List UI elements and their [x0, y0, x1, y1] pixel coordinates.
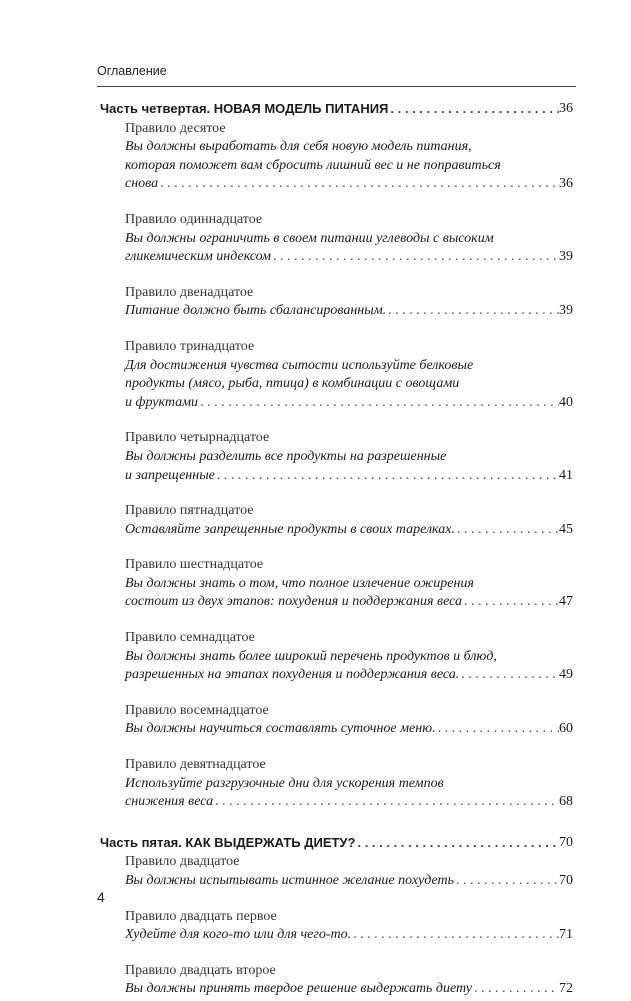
toc-entry[interactable] — [125, 962, 573, 999]
rule-page: 68 — [559, 794, 573, 810]
rule-label: Правило восемнадцатое — [125, 702, 269, 718]
rule-text-last-line — [125, 248, 573, 267]
rule-text-last-line — [125, 720, 573, 739]
rule-label: Правило четырнадцатое — [125, 430, 270, 446]
rule-text-last-line — [125, 980, 573, 999]
running-header: Оглавление — [97, 64, 167, 78]
rule-text-last-line — [125, 666, 573, 685]
toc-part-heading[interactable] — [100, 100, 573, 119]
toc-entry[interactable] — [125, 756, 573, 812]
dot-leader — [436, 720, 559, 739]
toc-entry[interactable] — [125, 702, 573, 739]
dot-leader — [215, 467, 559, 486]
toc-entry[interactable] — [125, 629, 573, 685]
rule-label: Правило двенадцатое — [125, 284, 254, 300]
toc-entry[interactable] — [125, 338, 573, 412]
rule-label: Правило десятое — [125, 120, 226, 136]
dot-leader — [158, 175, 559, 194]
rule-label: Правило шестнадцатое — [125, 557, 264, 573]
rule-page: 47 — [559, 594, 573, 610]
part-title: Часть четвертая. НОВАЯ МОДЕЛЬ ПИТАНИЯ — [100, 101, 389, 116]
rule-label: Правило тринадцатое — [125, 338, 255, 354]
dot-leader — [213, 793, 559, 812]
rule-page: 36 — [559, 176, 573, 192]
dot-leader — [459, 666, 559, 685]
toc-entry[interactable] — [125, 853, 573, 890]
rule-page: 49 — [559, 667, 573, 683]
rule-text-last-line — [125, 926, 573, 945]
rule-text: состоит из двух этапов: похудения и поддержания веса — [125, 594, 462, 610]
dot-leader — [198, 394, 559, 413]
rule-text: Вы должны научиться составлять суточное меню. — [125, 721, 436, 737]
rule-text: разрешенных на этапах похудения и поддержания веса. — [125, 667, 460, 683]
rule-page: 70 — [559, 873, 573, 888]
rule-text-line: продукты (мясо, рыба, птица) в комбинации с овощами — [125, 376, 460, 392]
dot-leader — [355, 834, 559, 853]
dot-leader — [351, 926, 559, 945]
rule-text-line: Используйте разгрузочные дни для ускорения темпов — [125, 775, 444, 791]
dot-leader — [472, 980, 559, 999]
rule-text: Вы должны испытывать истинное желание похудеть — [125, 873, 455, 888]
rule-text: Вы должны принять твердое решение выдержать диету — [125, 981, 473, 997]
rule-page: 71 — [559, 927, 573, 943]
rule-page: 72 — [559, 981, 573, 997]
toc-entry[interactable] — [125, 908, 573, 945]
rule-label: Правило двадцатое — [125, 854, 240, 870]
dot-leader — [454, 872, 559, 891]
rule-text: снижения веса — [125, 794, 214, 810]
rule-page: 39 — [559, 249, 573, 265]
rule-text-line: Вы должны разделить все продукты на разрешенные — [125, 448, 447, 464]
rule-text-last-line — [125, 521, 573, 540]
page-number: 4 — [97, 889, 105, 905]
dot-leader — [388, 100, 559, 119]
rule-label: Правило двадцать второе — [125, 962, 276, 978]
rule-text: Оставляйте запрещенные продукты в своих тарелках. — [125, 521, 455, 537]
rule-text: Худейте для кого-то или для чего-то. — [125, 927, 352, 943]
toc-entry[interactable] — [125, 502, 573, 539]
rule-text-line: Вы должны выработать для себя новую модель питания, — [125, 139, 472, 155]
rule-text-line: Вы должны знать более широкий перечень продуктов и блюд, — [125, 648, 497, 664]
rule-text-last-line — [125, 302, 573, 321]
toc-entry[interactable] — [125, 284, 573, 321]
part-page: 70 — [559, 834, 573, 850]
rule-label: Правило девятнадцатое — [125, 757, 266, 773]
rule-label: Правило семнадцатое — [125, 630, 255, 646]
part-page: 36 — [559, 101, 573, 116]
rule-text: и запрещенные — [125, 467, 215, 483]
dot-leader — [271, 248, 559, 267]
rule-text-line: Вы должны ограничить в своем питании углеводы с высоким — [125, 230, 494, 246]
rule-text-line: Вы должны знать о том, что полное излечение ожирения — [125, 575, 474, 591]
toc-entry[interactable] — [125, 429, 573, 485]
rule-page: 40 — [559, 394, 573, 410]
rule-text-last-line — [125, 872, 573, 891]
toc-entry[interactable] — [125, 120, 573, 194]
rule-text-last-line — [125, 793, 573, 812]
rule-label: Правило пятнадцатое — [125, 503, 254, 519]
toc-part-heading[interactable] — [100, 834, 573, 853]
toc-entry[interactable] — [125, 211, 573, 267]
rule-text-last-line — [125, 593, 573, 612]
rule-label: Правило двадцать первое — [125, 908, 277, 924]
rule-text: Питание должно быть сбалансированным. — [125, 303, 387, 319]
table-of-contents — [100, 100, 573, 999]
dot-leader — [455, 521, 559, 540]
rule-text-last-line — [125, 394, 573, 413]
rule-text-last-line — [125, 175, 573, 194]
rule-label: Правило одиннадцатое — [125, 211, 263, 227]
header-divider — [97, 86, 576, 87]
rule-text: гликемическим индексом — [125, 249, 271, 265]
toc-entry[interactable] — [125, 556, 573, 612]
rule-page: 39 — [559, 303, 573, 319]
rule-text: снова — [125, 176, 159, 192]
rule-text-last-line — [125, 467, 573, 486]
rule-text: и фруктами — [125, 394, 199, 410]
part-title: Часть пятая. КАК ВЫДЕРЖАТЬ ДИЕТУ? — [100, 834, 356, 850]
rule-page: 41 — [559, 467, 573, 483]
rule-page: 45 — [559, 521, 573, 537]
rule-text-line: Для достижения чувства сытости используйте белковые — [125, 357, 474, 373]
rule-page: 60 — [559, 721, 573, 737]
dot-leader — [462, 593, 559, 612]
rule-text-line: которая поможет вам сбросить лишний вес и не поправиться — [125, 157, 501, 173]
dot-leader — [386, 302, 559, 321]
